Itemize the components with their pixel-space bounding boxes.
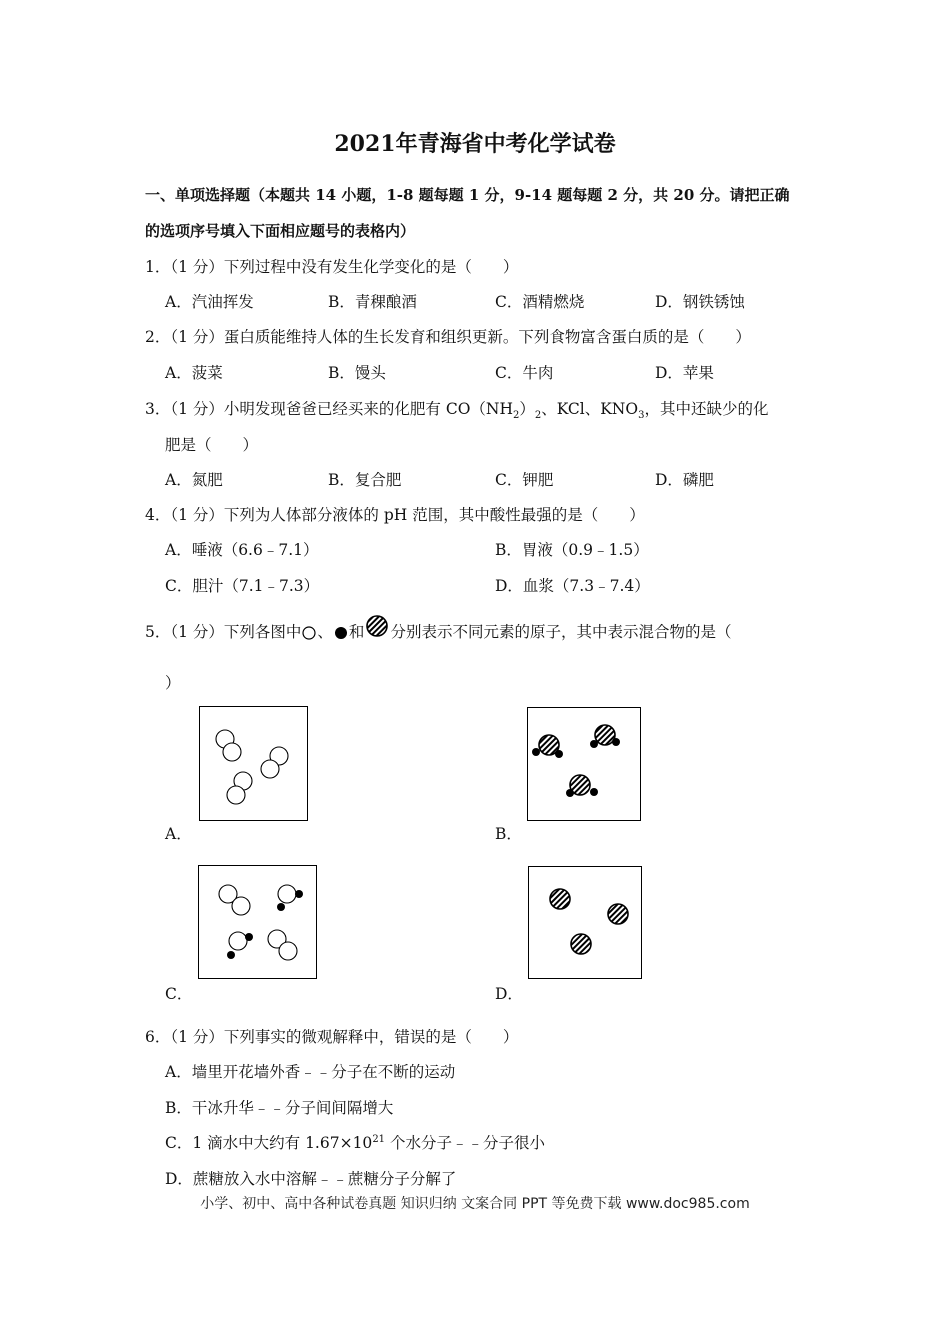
q6-option-c-part-a: C．1 滴水中大约有 1.67×10: [165, 1134, 373, 1152]
q3-option-a[interactable]: A．氮肥: [165, 471, 223, 489]
q4-option-d[interactable]: D．血浆（7.3﹣7.4）: [495, 577, 650, 595]
q3-option-b[interactable]: B．复合肥: [328, 471, 402, 489]
q4-option-b[interactable]: B．胃液（0.9﹣1.5）: [495, 541, 649, 559]
q6-option-c[interactable]: [165, 1131, 545, 1153]
q3-stem-part-a: 3．（1 分）小明发现爸爸已经买来的化肥有 CO（NH: [145, 400, 513, 418]
q2-option-a[interactable]: A．菠菜: [165, 364, 223, 382]
diagram-d-molecules: [529, 867, 643, 980]
q2-option-b[interactable]: B．馒头: [328, 364, 386, 382]
open-atom-icon: [301, 625, 317, 641]
section-heading-line1: 一、单项选择题（本题共 14 小题，1-8 题每题 1 分，9-14 题每题 2 分，共 20 分。请把正确: [145, 186, 790, 204]
solid-atom-icon: [333, 625, 349, 641]
q5-label-d[interactable]: D．: [495, 985, 523, 1003]
question-5-stem: [145, 620, 731, 642]
q5-stem-part-a: 5．（1 分）下列各图中: [145, 623, 302, 641]
q3-subscript-3: 3: [638, 410, 645, 422]
q3-stem-part-d: ，其中还缺少的化: [644, 400, 769, 418]
diagram-b-molecules: [528, 708, 642, 822]
q6-option-d[interactable]: D．蔗糖放入水中溶解﹣﹣蔗糖分子分解了: [165, 1170, 457, 1188]
q6-option-c-exponent: 21: [372, 1133, 386, 1145]
q3-subscript-1: 2: [512, 410, 520, 422]
footer-banner: 小学、初中、高中各种试卷真题 知识归纳 文案合同 PPT 等免费下载 www.doc985.com: [200, 1196, 750, 1212]
q6-option-c-part-b: 个水分子﹣﹣分子很小: [385, 1134, 545, 1152]
q5-stem-part-b: 、: [317, 623, 333, 641]
diagram-c[interactable]: [198, 865, 317, 979]
question-6-stem: 6．（1 分）下列事实的微观解释中，错误的是（ ）: [145, 1028, 519, 1046]
exam-title: 2021年青海省中考化学试卷: [334, 131, 616, 157]
q3-stem-part-b: ）: [519, 400, 535, 418]
q3-option-d[interactable]: D．磷肥: [655, 471, 714, 489]
q3-subscript-2: 2: [534, 410, 542, 422]
question-3-stem-line2: 肥是（ ）: [165, 436, 259, 454]
q5-stem-part-d: 分别表示不同元素的原子，其中表示混合物的是（: [390, 623, 732, 641]
q5-label-c[interactable]: C．: [165, 985, 193, 1003]
q1-option-a[interactable]: A．汽油挥发: [165, 293, 254, 311]
q2-option-c[interactable]: C．牛肉: [495, 364, 554, 382]
q1-option-d[interactable]: D．钢铁锈蚀: [655, 293, 745, 311]
q4-option-a[interactable]: A．唾液（6.6﹣7.1）: [165, 541, 319, 559]
q3-option-c[interactable]: C．钾肥: [495, 471, 554, 489]
question-2-stem: 2．（1 分）蛋白质能维持人体的生长发育和组织更新。下列食物富含蛋白质的是（ ）: [145, 328, 751, 346]
question-3-stem: [145, 397, 768, 421]
question-4-stem: 4．（1 分）下列为人体部分液体的 pH 范围，其中酸性最强的是（ ）: [145, 506, 645, 524]
diagram-c-molecules: [199, 866, 318, 980]
q2-option-d[interactable]: D．苹果: [655, 364, 714, 382]
q3-stem-part-c: 、KCl、KNO: [541, 400, 639, 418]
q6-option-b[interactable]: B．干冰升华﹣﹣分子间间隔增大: [165, 1099, 394, 1117]
diagram-a[interactable]: [199, 706, 308, 821]
question-5-stem-line2: ）: [165, 674, 181, 692]
q5-label-a[interactable]: A．: [165, 825, 192, 843]
q1-option-b[interactable]: B．青稞酿酒: [328, 293, 417, 311]
diagram-b[interactable]: [527, 707, 641, 821]
question-1-stem: 1．（1 分）下列过程中没有发生化学变化的是（ ）: [145, 258, 519, 276]
q5-stem-part-c: 和: [348, 623, 365, 641]
diagram-a-molecules: [200, 707, 309, 822]
diagram-d[interactable]: [528, 866, 642, 979]
q4-option-c[interactable]: C．胆汁（7.1﹣7.3）: [165, 577, 320, 595]
q1-option-c[interactable]: C．酒精燃烧: [495, 293, 585, 311]
q6-option-a[interactable]: A．墙里开花墙外香﹣﹣分子在不断的运动: [165, 1063, 456, 1081]
hatched-atom-icon: [364, 613, 390, 639]
q5-label-b[interactable]: B．: [495, 825, 522, 843]
section-heading-line2: 的选项序号填入下面相应题号的表格内）: [145, 222, 416, 240]
